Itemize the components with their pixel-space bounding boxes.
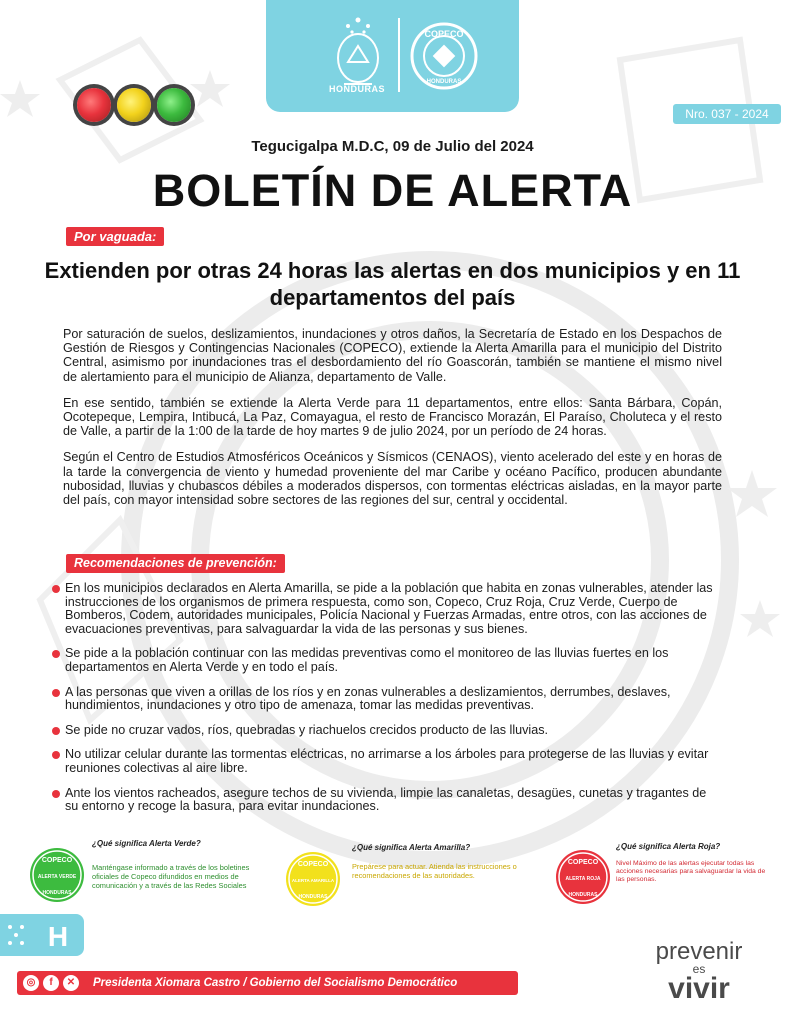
green-light-icon — [157, 88, 191, 122]
legend-yellow — [286, 836, 526, 916]
slogan-word-1: prevenir — [655, 938, 743, 965]
svg-text:HONDURAS: HONDURAS — [568, 892, 598, 898]
slogan — [644, 940, 754, 1004]
honduras-flag-badge — [0, 914, 84, 956]
legend-green-text: Manténgase informado a través de los boletines oficiales de Copeco difundidos en medios de comunicación y a través de las Redes Sociales — [92, 863, 250, 890]
list-item: No utilizar celular durante las tormentas eléctricas, no arrimarse a los árboles para protegerse de las lluvias y evitar reuniones colectivas al aire libre. — [52, 748, 722, 775]
dateline: Tegucigalpa M.D.C, 09 de Julio del 2024 — [251, 138, 534, 155]
bullet-icon — [52, 650, 60, 658]
paragraph-2: En ese sentido, también se extiende la Alerta Verde para 11 departamentos, entre ellos: Santa Bárbara, Copán, Ocotepeque, Lempira, Intibucá, La Paz, Comayagua, el resto de Francisco Morazán, El Paraíso, Choluteca y el resto de Valle, a partir de la 1:00 de la tarde de hoy martes 9 de julio 2024, por un período de 24 horas. — [63, 395, 722, 439]
slogan-word-2: es — [692, 962, 706, 976]
recommendations-heading: Recomendaciones de prevención: — [66, 554, 285, 573]
headline: Extienden por otras 24 horas las alertas en dos municipios y en 11 departamentos del país — [44, 258, 741, 310]
x-icon[interactable]: ✕ — [63, 975, 79, 991]
flag-stars-icon — [0, 914, 84, 956]
svg-text:HONDURAS: HONDURAS — [298, 894, 328, 900]
svg-text:ALERTA AMARILLA: ALERTA AMARILLA — [291, 878, 335, 883]
bullet-icon — [52, 751, 60, 759]
svg-text:HONDURAS: HONDURAS — [42, 890, 72, 896]
legend-red — [556, 836, 771, 916]
recommendations-list — [52, 582, 722, 825]
list-item: Se pide a la población continuar con las medidas preventivas como el monitoreo de las lluvias fuertes en los departamentos en Alerta Verde y en todo el país. — [52, 647, 722, 674]
footer-bar — [17, 971, 518, 995]
facebook-icon[interactable]: f — [43, 975, 59, 991]
bullet-icon — [52, 689, 60, 697]
header-logo-tab — [266, 0, 519, 112]
svg-text:COPECO: COPECO — [424, 29, 464, 39]
red-alert-badge-icon — [556, 850, 610, 904]
instagram-icon[interactable]: ◎ — [23, 975, 39, 991]
list-item: Ante los vientos racheados, asegure techos de su vivienda, limpie las canaletas, desagües, cunetas y tragantes de su entorno y recoge la basura, para evitar inundaciones. — [52, 787, 722, 814]
paragraph-1: Por saturación de suelos, deslizamientos, inundaciones y otros daños, la Secretaría de Estado en los Despachos de Gestión de Riesgos y Contingencias Nacionales (COPECO), extiende la Alerta Amarilla para el municipio del Distrito Central, asimismo por inundaciones tras el desbordamiento del río Goascorán, también se mantiene el mismo nivel de alertamiento para el municipio de Alianza, departamento de Valle. — [63, 327, 722, 384]
legend-green-question: ¿Qué significa Alerta Verde? — [92, 839, 201, 848]
article-body — [63, 327, 722, 519]
svg-text:ALERTA ROJA: ALERTA ROJA — [565, 876, 601, 882]
slogan-word-3: vivir — [668, 972, 730, 1005]
svg-text:ALERTA VERDE: ALERTA VERDE — [37, 874, 77, 880]
svg-text:COPECO: COPECO — [41, 857, 73, 864]
page-title: BOLETÍN DE ALERTA — [152, 165, 633, 216]
bullet-icon — [52, 790, 60, 798]
legend-red-text: Nivel Máximo de las alertas ejecutar todas las acciones necesarias para salvaguardar la vida de las personas. — [616, 860, 766, 883]
bulletin-number: Nro. 037 - 2024 — [673, 104, 781, 124]
svg-text:H: H — [47, 921, 69, 952]
list-item: Se pide no cruzar vados, ríos, quebradas y riachuelos crecidos producto de las lluvias. — [52, 724, 722, 738]
category-tag: Por vaguada: — [66, 227, 164, 246]
red-light-icon — [77, 88, 111, 122]
bullet-icon — [52, 585, 60, 593]
copeco-logo-icon — [408, 20, 480, 92]
legend-green — [30, 836, 270, 916]
legend-red-question: ¿Qué significa Alerta Roja? — [616, 842, 721, 851]
legend-yellow-text: Prepárese para actuar. Atienda las instrucciones o recomendaciones de las autoridades. — [352, 862, 517, 880]
list-item: A las personas que viven a orillas de los ríos y en zonas vulnerables a deslizamientos, derrumbes, deslaves, hundimientos, inundaciones y otro tipo de amenaza, tomar las medidas preventivas. — [52, 686, 722, 713]
legend-yellow-question: ¿Qué significa Alerta Amarilla? — [352, 843, 471, 852]
green-alert-badge-icon — [30, 848, 84, 902]
svg-text:COPECO: COPECO — [567, 859, 599, 866]
yellow-alert-badge-icon — [286, 852, 340, 906]
svg-text:HONDURAS: HONDURAS — [426, 79, 462, 85]
footer-text: Presidenta Xiomara Castro / Gobierno del Socialismo Democrático — [93, 977, 458, 989]
svg-text:COPECO: COPECO — [297, 861, 329, 868]
yellow-light-icon — [117, 88, 151, 122]
honduras-wordmark: HONDURAS — [328, 84, 385, 94]
paragraph-3: Según el Centro de Estudios Atmosféricos Oceánicos y Sísmicos (CENAOS), viento acelerado del este y en horas de la tarde la convergencia de viento y humedad proveniente del mar Caribe y océano Pacífico, producen abundante nubosidad, lluvias y chubascos débiles a moderados dispersos, con tormentas eléctricas aisladas, en la mayor parte del país, con mayor intensidad sobre sectores de las regiones del sur, central y occidental. — [63, 450, 722, 508]
list-item: En los municipios declarados en Alerta Amarilla, se pide a la población que habita en zonas vulnerables, atender las instrucciones de los organismos de primera respuesta, como son, Copeco, Cruz Roja, Cruz Verde, Cuerpo de Bomberos, Codem, autoridades municipales, Policía Nacional y Fuerzas Armadas, entre otros, con las acciones de evacuaciones preventivas, para salvaguardar la vida de las personas y sus bienes. — [52, 582, 722, 636]
bullet-icon — [52, 727, 60, 735]
